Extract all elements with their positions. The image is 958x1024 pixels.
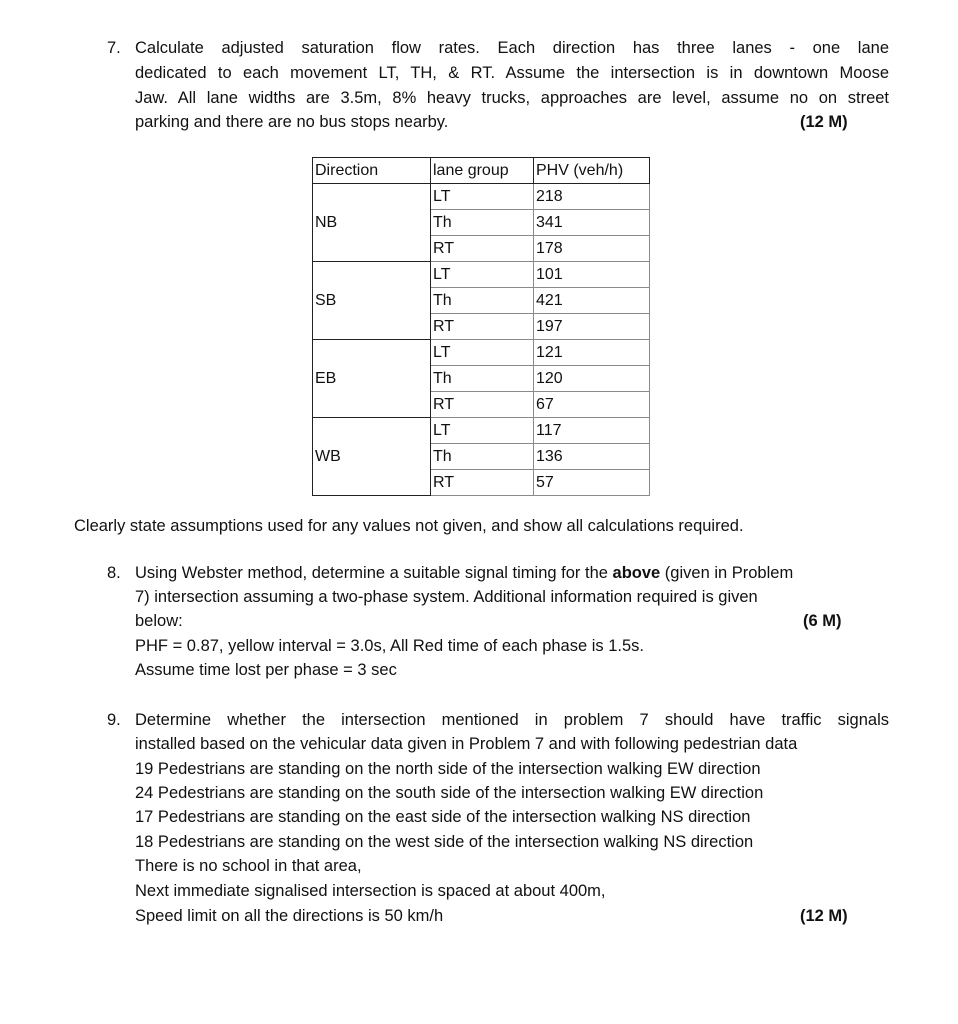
table-row xyxy=(313,184,650,210)
q8-line-4: PHF = 0.87, yellow interval = 3.0s, All Red time of each phase is 1.5s. xyxy=(135,637,645,655)
lane-cell: RT xyxy=(431,470,534,496)
q9-line-5: 17 Pedestrians are standing on the east side of the intersection walking NS direction xyxy=(135,808,751,826)
phv-cell: 341 xyxy=(534,210,650,236)
q9-line-7: There is no school in that area, xyxy=(135,857,362,875)
lane-cell: Th xyxy=(431,444,534,470)
q9-line-3: 19 Pedestrians are standing on the north side of the intersection walking EW direction xyxy=(135,760,761,778)
q7-number: 7. xyxy=(107,39,121,57)
lane-cell: LT xyxy=(431,262,534,288)
assumptions-note: Clearly state assumptions used for any values not given, and show all calculations required. xyxy=(74,517,744,535)
direction-cell: EB xyxy=(313,340,431,418)
phv-table xyxy=(312,157,650,496)
phv-cell: 120 xyxy=(534,366,650,392)
phv-cell: 117 xyxy=(534,418,650,444)
q7-marks: (12 M) xyxy=(800,113,848,131)
phv-cell: 218 xyxy=(534,184,650,210)
q8-number: 8. xyxy=(107,564,121,582)
table-row xyxy=(313,340,650,366)
q8-line-5: Assume time lost per phase = 3 sec xyxy=(135,661,397,679)
q9-line-6: 18 Pedestrians are standing on the west side of the intersection walking NS direction xyxy=(135,833,754,851)
phv-cell: 178 xyxy=(534,236,650,262)
header-lane-group: lane group xyxy=(431,158,534,184)
lane-cell: Th xyxy=(431,288,534,314)
lane-cell: Th xyxy=(431,210,534,236)
q8-line-1-text: Using Webster method, determine a suitable signal timing for the xyxy=(135,564,613,582)
phv-cell: 197 xyxy=(534,314,650,340)
phv-cell: 57 xyxy=(534,470,650,496)
phv-cell: 101 xyxy=(534,262,650,288)
q8-line-2: 7) intersection assuming a two-phase system. Additional information required is given xyxy=(135,588,758,606)
lane-cell: LT xyxy=(431,340,534,366)
q8-line-3: below: xyxy=(135,612,183,630)
q7-line-2: dedicated to each movement LT, TH, & RT. Assume the intersection is in downtown Moose xyxy=(135,64,889,82)
q7-line-1: Calculate adjusted saturation flow rates. Each direction has three lanes - one lane xyxy=(135,39,889,57)
phv-cell: 421 xyxy=(534,288,650,314)
phv-cell: 121 xyxy=(534,340,650,366)
lane-cell: RT xyxy=(431,314,534,340)
table-row xyxy=(313,262,650,288)
q8-line-1 xyxy=(135,561,793,585)
header-phv: PHV (veh/h) xyxy=(534,158,650,184)
lane-cell: LT xyxy=(431,418,534,444)
q9-marks: (12 M) xyxy=(800,907,848,925)
header-direction: Direction xyxy=(313,158,431,184)
q8-marks: (6 M) xyxy=(803,612,842,630)
lane-cell: LT xyxy=(431,184,534,210)
lane-cell: Th xyxy=(431,366,534,392)
q9-line-9: Speed limit on all the directions is 50 km/h xyxy=(135,907,444,925)
q9-line-8: Next immediate signalised intersection is spaced at about 400m, xyxy=(135,882,606,900)
q9-line-1: Determine whether the intersection mentioned in problem 7 should have traffic signals xyxy=(135,711,889,729)
phv-cell: 136 xyxy=(534,444,650,470)
table-row xyxy=(313,418,650,444)
lane-cell: RT xyxy=(431,392,534,418)
q8-line-1-tail: (given in Problem xyxy=(660,564,794,582)
direction-cell: NB xyxy=(313,184,431,262)
direction-cell: WB xyxy=(313,418,431,496)
phv-cell: 67 xyxy=(534,392,650,418)
q8-bold-above: above xyxy=(612,564,661,582)
direction-cell: SB xyxy=(313,262,431,340)
table-header-row xyxy=(313,158,650,184)
q9-line-4: 24 Pedestrians are standing on the south side of the intersection walking EW direction xyxy=(135,784,764,802)
q7-line-3: Jaw. All lane widths are 3.5m, 8% heavy trucks, approaches are level, assume no on street xyxy=(135,89,889,107)
lane-cell: RT xyxy=(431,236,534,262)
q9-number: 9. xyxy=(107,711,121,729)
q9-line-2: installed based on the vehicular data given in Problem 7 and with following pedestrian data xyxy=(135,735,798,753)
q7-line-4: parking and there are no bus stops nearby. xyxy=(135,113,449,131)
